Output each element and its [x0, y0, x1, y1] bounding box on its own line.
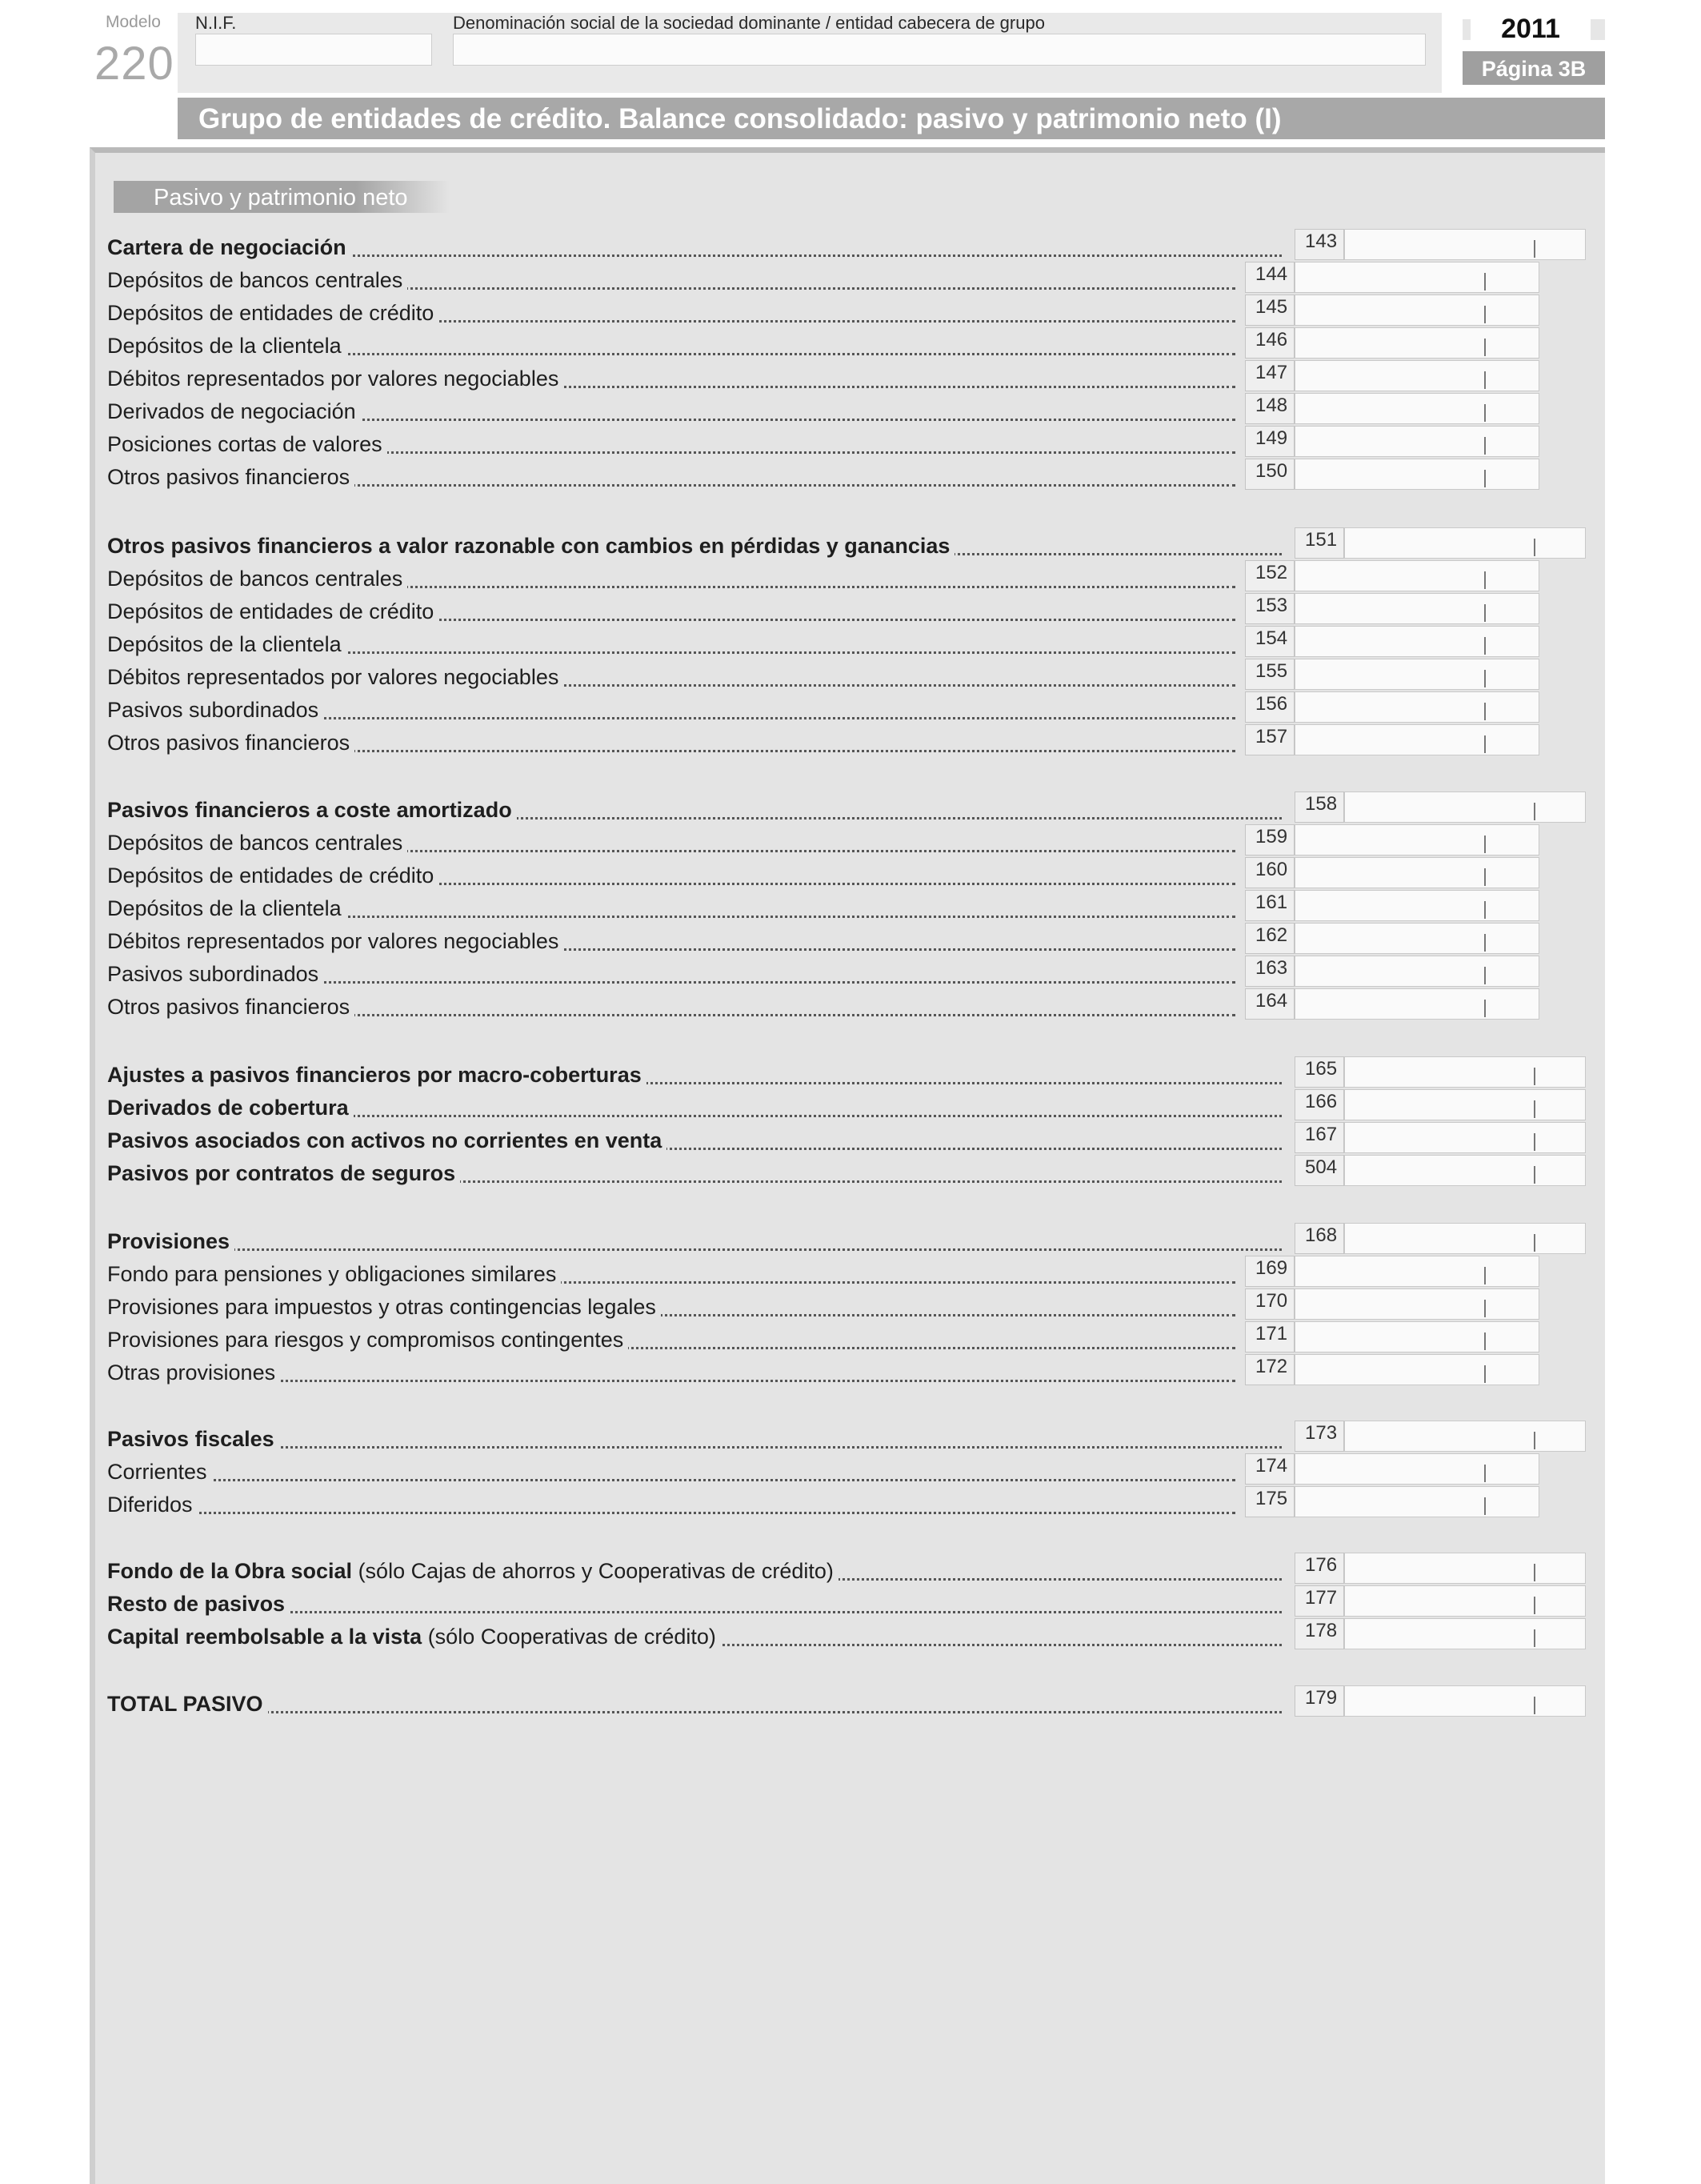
amount-field-163[interactable]	[1295, 956, 1539, 987]
denominacion-label: Denominación social de la sociedad dominante / entidad cabecera de grupo	[453, 13, 1045, 33]
box-code: 169	[1245, 1256, 1295, 1287]
box-code: 153	[1245, 593, 1295, 624]
amount-field-177[interactable]	[1344, 1585, 1586, 1617]
row-label-text: Otros pasivos financieros	[107, 465, 350, 489]
amount-field-152[interactable]	[1295, 560, 1539, 591]
amount-field-143[interactable]	[1344, 229, 1586, 260]
decimal-separator-mark	[1484, 306, 1486, 323]
amount-field-166[interactable]	[1344, 1089, 1586, 1120]
amount-field-504[interactable]	[1344, 1155, 1586, 1186]
section-title: Pasivo y patrimonio neto	[114, 181, 450, 213]
amount-field-174[interactable]	[1295, 1453, 1539, 1485]
year-label: 2011	[1471, 11, 1591, 42]
row-label-text: Derivados de negociación	[107, 399, 356, 423]
box-code: 173	[1295, 1421, 1344, 1452]
row-label-text: Pasivos asociados con activos no corrientes en venta	[107, 1128, 662, 1152]
amount-field-161[interactable]	[1295, 890, 1539, 921]
row-label-text: Provisiones para impuestos y otras contingencias legales	[107, 1295, 656, 1319]
row-label-text: Otras provisiones	[107, 1360, 276, 1385]
amount-field-147[interactable]	[1295, 360, 1539, 391]
amount-field-167[interactable]	[1344, 1122, 1586, 1153]
row-label-text: Débitos representados por valores negociables	[107, 367, 559, 391]
decimal-separator-mark	[1484, 735, 1486, 753]
row-label-text: Depósitos de la clientela	[107, 896, 342, 920]
row-label	[107, 1328, 628, 1352]
box-code: 157	[1245, 724, 1295, 755]
decimal-separator-mark	[1484, 1497, 1486, 1515]
row-label-text: Posiciones cortas de valores	[107, 432, 382, 456]
row-label-text: Diferidos	[107, 1493, 193, 1517]
amount-field-146[interactable]	[1295, 327, 1539, 359]
decimal-separator-mark	[1534, 1133, 1535, 1151]
modelo-number: 220	[94, 38, 174, 90]
row-label-text: Depósitos de entidades de crédito	[107, 864, 434, 888]
decimal-separator-mark	[1534, 539, 1535, 556]
denominacion-field[interactable]	[453, 34, 1426, 66]
amount-field-158[interactable]	[1344, 791, 1586, 823]
row-label	[107, 731, 354, 755]
row-label	[107, 1592, 290, 1617]
row-label-text: Pasivos subordinados	[107, 698, 319, 722]
row-label	[107, 698, 323, 723]
decimal-separator-mark	[1484, 1000, 1486, 1017]
decimal-separator-mark	[1484, 604, 1486, 622]
row-label	[107, 1096, 354, 1120]
decimal-separator-mark	[1484, 339, 1486, 356]
row-label-text: Depósitos de entidades de crédito	[107, 301, 434, 325]
dot-leader	[107, 1709, 1282, 1713]
decimal-separator-mark	[1484, 571, 1486, 589]
amount-field-173[interactable]	[1344, 1421, 1586, 1452]
box-code: 170	[1245, 1288, 1295, 1320]
box-code: 150	[1245, 459, 1295, 490]
amount-field-160[interactable]	[1295, 857, 1539, 888]
decimal-separator-mark	[1484, 404, 1486, 422]
box-code: 175	[1245, 1486, 1295, 1517]
amount-field-153[interactable]	[1295, 593, 1539, 624]
decimal-separator-mark	[1534, 1100, 1535, 1118]
box-code: 149	[1245, 426, 1295, 457]
row-label-text: Pasivos fiscales	[107, 1427, 274, 1451]
box-code: 156	[1245, 691, 1295, 723]
box-code: 171	[1245, 1321, 1295, 1352]
form-title: Grupo de entidades de crédito. Balance consolidado: pasivo y patrimonio neto (I)	[178, 98, 1605, 139]
box-code: 165	[1295, 1056, 1344, 1088]
decimal-separator-mark	[1534, 1564, 1535, 1581]
decimal-separator-mark	[1534, 1068, 1535, 1085]
row-label-text: TOTAL PASIVO	[107, 1692, 263, 1716]
row-label-text: Depósitos de bancos centrales	[107, 831, 403, 855]
nif-field[interactable]	[195, 34, 432, 66]
row-label	[107, 1360, 280, 1385]
row-label	[107, 399, 361, 424]
decimal-separator-mark	[1484, 934, 1486, 952]
amount-field-175[interactable]	[1295, 1486, 1539, 1517]
box-code: 158	[1295, 791, 1344, 823]
amount-field-156[interactable]	[1295, 691, 1539, 723]
row-label-text: Fondo de la Obra social	[107, 1559, 353, 1583]
amount-field-168[interactable]	[1344, 1223, 1586, 1254]
row-label-text: Débitos representados por valores negociables	[107, 665, 559, 689]
decimal-separator-mark	[1534, 803, 1535, 820]
decimal-separator-mark	[1534, 1166, 1535, 1184]
row-label-text: Depósitos de bancos centrales	[107, 268, 403, 292]
amount-field-179[interactable]	[1344, 1685, 1586, 1717]
decimal-separator-mark	[1484, 670, 1486, 687]
row-label-text: Depósitos de la clientela	[107, 334, 342, 358]
decimal-separator-mark	[1534, 1629, 1535, 1647]
box-code: 160	[1245, 857, 1295, 888]
row-label	[107, 995, 354, 1020]
amount-field-148[interactable]	[1295, 393, 1539, 424]
amount-field-149[interactable]	[1295, 426, 1539, 457]
decimal-separator-mark	[1484, 371, 1486, 389]
row-label-text: Otros pasivos financieros	[107, 995, 350, 1019]
row-label	[107, 1262, 561, 1287]
box-code: 155	[1245, 659, 1295, 690]
decimal-separator-mark	[1534, 1432, 1535, 1449]
row-label	[107, 334, 346, 359]
nif-label: N.I.F.	[195, 13, 237, 33]
row-label	[107, 864, 438, 888]
dot-leader	[107, 1477, 1235, 1481]
row-label	[107, 1229, 234, 1254]
box-code: 148	[1245, 393, 1295, 424]
box-code: 147	[1245, 360, 1295, 391]
row-label-text: Capital reembolsable a la vista	[107, 1625, 422, 1649]
box-code: 161	[1245, 890, 1295, 921]
amount-field-162[interactable]	[1295, 923, 1539, 954]
amount-field-144[interactable]	[1295, 262, 1539, 293]
amount-field-164[interactable]	[1295, 988, 1539, 1020]
dot-leader	[107, 1246, 1282, 1251]
decimal-separator-mark	[1484, 868, 1486, 886]
row-label-text: Depósitos de bancos centrales	[107, 567, 403, 591]
row-label	[107, 665, 563, 690]
row-label	[107, 367, 563, 391]
row-label	[107, 432, 387, 457]
row-label	[107, 235, 351, 260]
amount-field-171[interactable]	[1295, 1321, 1539, 1352]
box-code: 143	[1295, 229, 1344, 260]
row-label-text: Pasivos por contratos de seguros	[107, 1161, 456, 1185]
row-label	[107, 1460, 212, 1485]
row-label	[107, 632, 346, 657]
box-code: 145	[1245, 295, 1295, 326]
decimal-separator-mark	[1484, 470, 1486, 487]
decimal-separator-mark	[1484, 901, 1486, 919]
amount-field-178[interactable]	[1344, 1618, 1586, 1649]
row-label-text: Otros pasivos financieros a valor razonable con cambios en pérdidas y ganancias	[107, 534, 951, 558]
dot-leader	[107, 1509, 1235, 1514]
decimal-separator-mark	[1484, 703, 1486, 720]
row-label	[107, 465, 354, 490]
row-label	[107, 798, 517, 823]
box-code: 174	[1245, 1453, 1295, 1485]
row-label-text: Fondo para pensiones y obligaciones similares	[107, 1262, 557, 1286]
modelo-label: Modelo	[106, 13, 161, 31]
amount-field-145[interactable]	[1295, 295, 1539, 326]
row-label	[107, 534, 955, 559]
row-label	[107, 1128, 666, 1153]
row-label	[107, 1692, 268, 1717]
row-label-text: Depósitos de entidades de crédito	[107, 599, 434, 623]
row-label	[107, 929, 563, 954]
row-label	[107, 831, 407, 856]
decimal-separator-mark	[1484, 1365, 1486, 1383]
decimal-separator-mark	[1484, 1267, 1486, 1284]
row-label-note: (sólo Cooperativas de crédito)	[422, 1625, 716, 1649]
box-code: 168	[1295, 1223, 1344, 1254]
row-label	[107, 896, 346, 921]
row-label	[107, 1559, 838, 1584]
row-label	[107, 1625, 721, 1649]
decimal-separator-mark	[1534, 1597, 1535, 1614]
decimal-separator-mark	[1484, 273, 1486, 291]
row-label-text: Ajustes a pasivos financieros por macro-coberturas	[107, 1063, 642, 1087]
decimal-separator-mark	[1534, 1234, 1535, 1252]
row-label	[107, 1295, 661, 1320]
amount-field-159[interactable]	[1295, 824, 1539, 856]
box-code: 178	[1295, 1618, 1344, 1649]
row-label	[107, 1063, 646, 1088]
row-label-text: Cartera de negociación	[107, 235, 346, 259]
row-label-text: Resto de pasivos	[107, 1592, 286, 1616]
amount-field-150[interactable]	[1295, 459, 1539, 490]
row-label-text: Provisiones	[107, 1229, 230, 1253]
box-code: 504	[1295, 1155, 1344, 1186]
row-label-note: (sólo Cajas de ahorros y Cooperativas de crédito)	[352, 1559, 834, 1583]
box-code: 167	[1295, 1122, 1344, 1153]
row-label-text: Pasivos financieros a coste amortizado	[107, 798, 512, 822]
amount-field-172[interactable]	[1295, 1354, 1539, 1385]
amount-field-155[interactable]	[1295, 659, 1539, 690]
amount-field-169[interactable]	[1295, 1256, 1539, 1287]
row-label	[107, 268, 407, 293]
row-label-text: Pasivos subordinados	[107, 962, 319, 986]
amount-field-176[interactable]	[1344, 1553, 1586, 1584]
amount-field-157[interactable]	[1295, 724, 1539, 755]
box-code: 146	[1245, 327, 1295, 359]
box-code: 166	[1295, 1089, 1344, 1120]
decimal-separator-mark	[1534, 1697, 1535, 1714]
row-label	[107, 962, 323, 987]
row-label	[107, 567, 407, 591]
row-label	[107, 1161, 460, 1186]
page-badge: Página 3B	[1463, 51, 1605, 85]
row-label-text: Corrientes	[107, 1460, 207, 1484]
row-label	[107, 301, 438, 326]
box-code: 176	[1295, 1553, 1344, 1584]
box-code: 179	[1295, 1685, 1344, 1717]
decimal-separator-mark	[1484, 1332, 1486, 1350]
row-label	[107, 1427, 279, 1452]
decimal-separator-mark	[1484, 437, 1486, 455]
decimal-separator-mark	[1484, 836, 1486, 853]
box-code: 154	[1245, 626, 1295, 657]
amount-field-165[interactable]	[1344, 1056, 1586, 1088]
decimal-separator-mark	[1534, 240, 1535, 258]
decimal-separator-mark	[1484, 1300, 1486, 1317]
row-label-text: Otros pasivos financieros	[107, 731, 350, 755]
row-label	[107, 1493, 198, 1517]
amount-field-170[interactable]	[1295, 1288, 1539, 1320]
row-label-text: Depósitos de la clientela	[107, 632, 342, 656]
box-code: 177	[1295, 1585, 1344, 1617]
box-code: 164	[1245, 988, 1295, 1020]
box-code: 152	[1245, 560, 1295, 591]
amount-field-154[interactable]	[1295, 626, 1539, 657]
box-code: 172	[1245, 1354, 1295, 1385]
box-code: 151	[1295, 527, 1344, 559]
row-label-text: Provisiones para riesgos y compromisos contingentes	[107, 1328, 624, 1352]
box-code: 159	[1245, 824, 1295, 856]
row-label	[107, 599, 438, 624]
row-label-text: Débitos representados por valores negociables	[107, 929, 559, 953]
decimal-separator-mark	[1484, 967, 1486, 984]
box-code: 163	[1245, 956, 1295, 987]
box-code: 162	[1245, 923, 1295, 954]
dot-leader	[107, 1444, 1282, 1449]
decimal-separator-mark	[1484, 637, 1486, 655]
decimal-separator-mark	[1484, 1465, 1486, 1482]
row-label-text: Derivados de cobertura	[107, 1096, 349, 1120]
amount-field-151[interactable]	[1344, 527, 1586, 559]
box-code: 144	[1245, 262, 1295, 293]
